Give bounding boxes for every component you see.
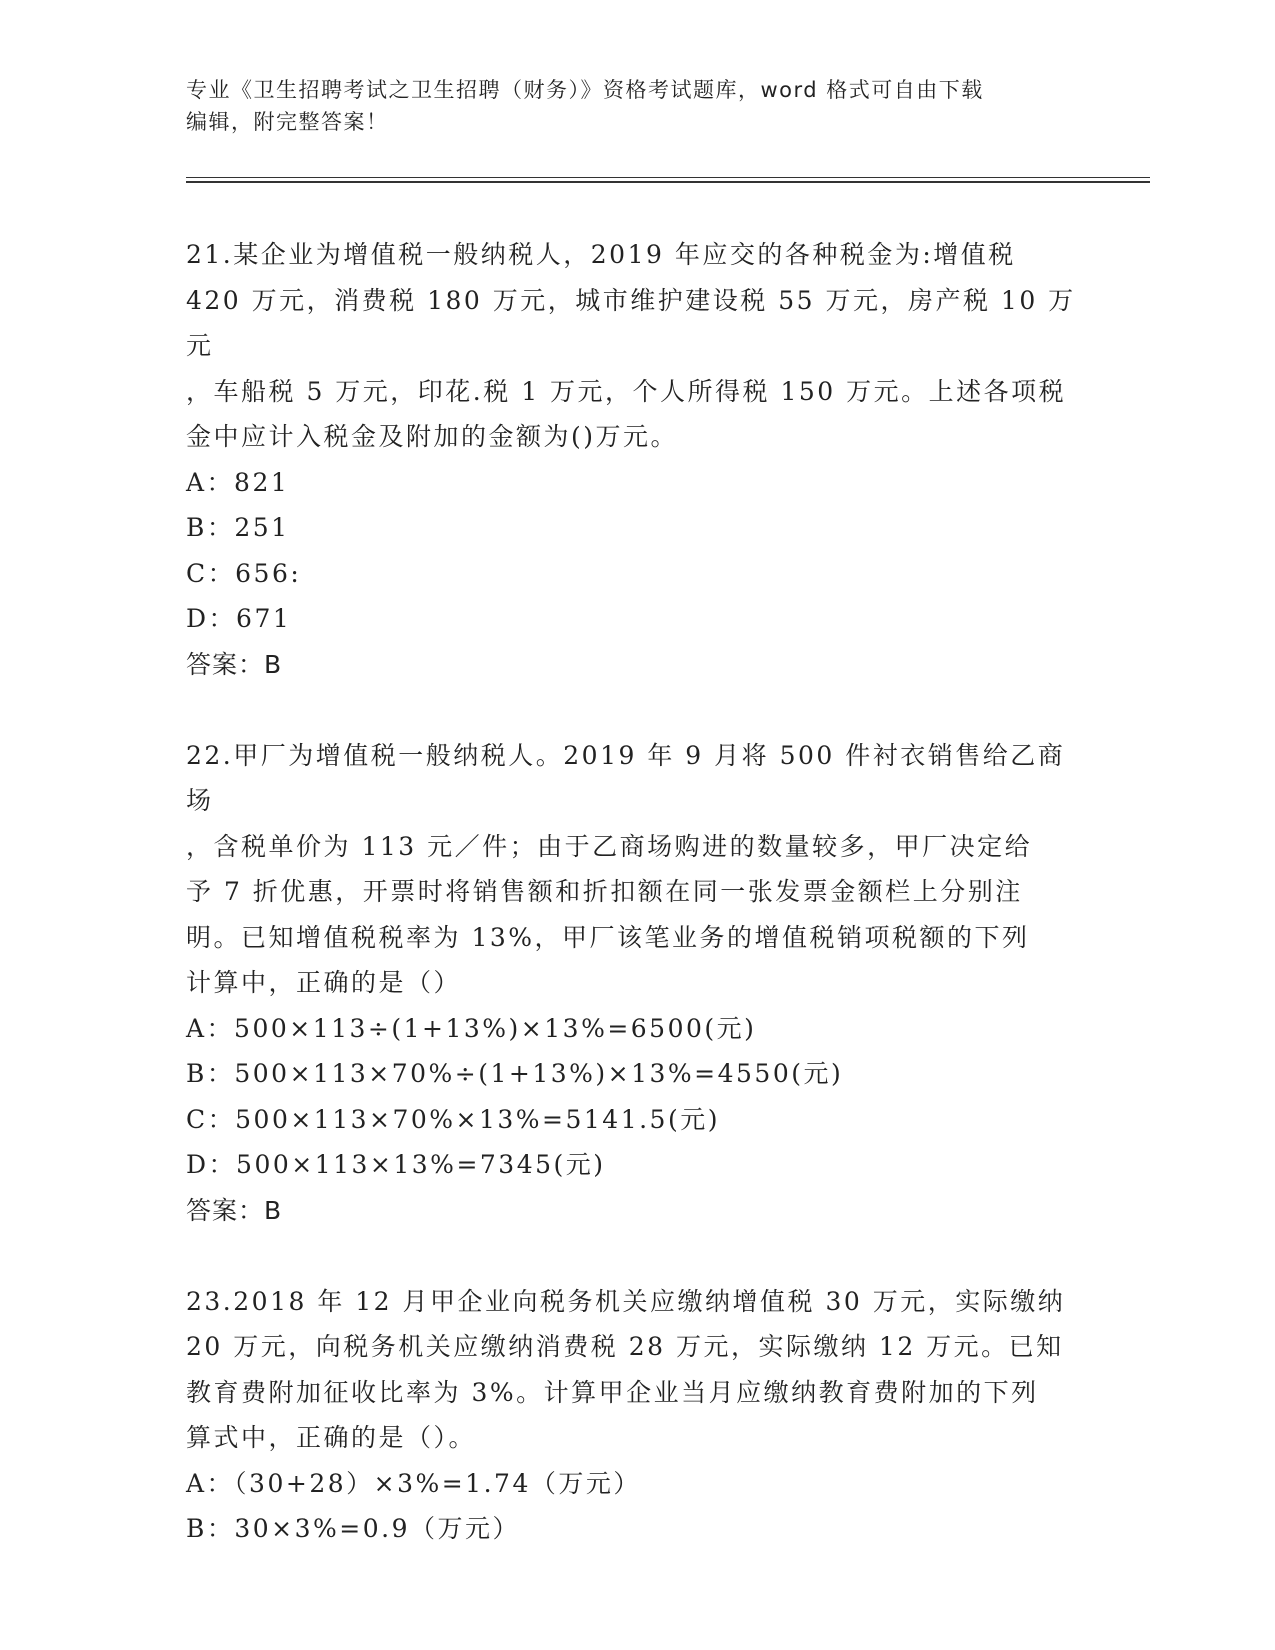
- header-divider-thick: [186, 181, 1150, 183]
- question-stem: [186, 232, 1086, 460]
- stem-line: 金中应计入税金及附加的金额为()万元。: [186, 422, 679, 451]
- stem-line: 予 7 折优惠，开票时将销售额和折扣额在同一张发票金额栏上分别注: [186, 877, 1023, 906]
- stem-line: 教育费附加征收比率为 3%。计算甲企业当月应缴纳教育费附加的下列: [186, 1377, 1039, 1407]
- answer-line: 答案：B: [186, 1195, 283, 1225]
- question-23: [186, 1279, 1086, 1552]
- option-a: A：500×113÷(1+13%)×13%=6500(元): [186, 1013, 757, 1043]
- question-22: [186, 733, 1086, 1233]
- stem-line: 算式中，正确的是（）。: [186, 1423, 477, 1452]
- header-divider-thin: [186, 177, 1150, 178]
- header-line-1: 专业《卫生招聘考试之卫生招聘（财务）》资格考试题库，word 格式可自由下载: [186, 78, 984, 102]
- stem-line: ，含税单价为 113 元／件；由于乙商场购进的数量较多，甲厂决定给: [186, 831, 1033, 861]
- option-b: B：251: [186, 513, 290, 542]
- option-c: C：500×113×70%×13%=5141.5(元): [186, 1104, 720, 1134]
- stem-line: 23.2018 年 12 月甲企业向税务机关应缴纳增值税 30 万元，实际缴纳: [186, 1286, 1066, 1316]
- stem-line: 计算中，正确的是（）: [186, 968, 462, 997]
- stem-line: 22.甲厂为增值税一般纳税人。2019 年 9 月将 500 件衬衣销售给乙商场: [186, 740, 1066, 815]
- question-stem: [186, 733, 1086, 1006]
- option-c: C：656:: [186, 558, 302, 588]
- option-a: A：821: [186, 467, 290, 497]
- stem-line: 420 万元，消费税 180 万元，城市维护建设税 55 万元，房产税 10 万元: [186, 285, 1076, 360]
- option-d: D：671: [186, 604, 292, 633]
- header-line-2: 编辑，附完整答案！: [186, 110, 389, 134]
- question-stem: [186, 1279, 1086, 1461]
- option-b: B：30×3%=0.9（万元）: [186, 1514, 520, 1543]
- stem-line: 21.某企业为增值税一般纳税人，2019 年应交的各种税金为:增值税: [186, 240, 1016, 269]
- stem-line: 明。已知增值税税率为 13%，甲厂该笔业务的增值税销项税额的下列: [186, 922, 1030, 952]
- stem-line: ，车船税 5 万元，印花.税 1 万元，个人所得税 150 万元。上述各项税: [186, 376, 1067, 406]
- question-list: [186, 232, 1086, 1598]
- document-header: [186, 74, 1086, 138]
- option-b: B：500×113×70%÷(1+13%)×13%=4550(元): [186, 1059, 844, 1088]
- option-a: A：（30+28）×3%=1.74（万元）: [186, 1468, 641, 1498]
- stem-line: 20 万元，向税务机关应缴纳消费税 28 万元，实际缴纳 12 万元。已知: [186, 1332, 1064, 1361]
- option-d: D：500×113×13%=7345(元): [186, 1150, 606, 1179]
- answer-line: 答案：B: [186, 649, 283, 679]
- question-21: [186, 232, 1086, 687]
